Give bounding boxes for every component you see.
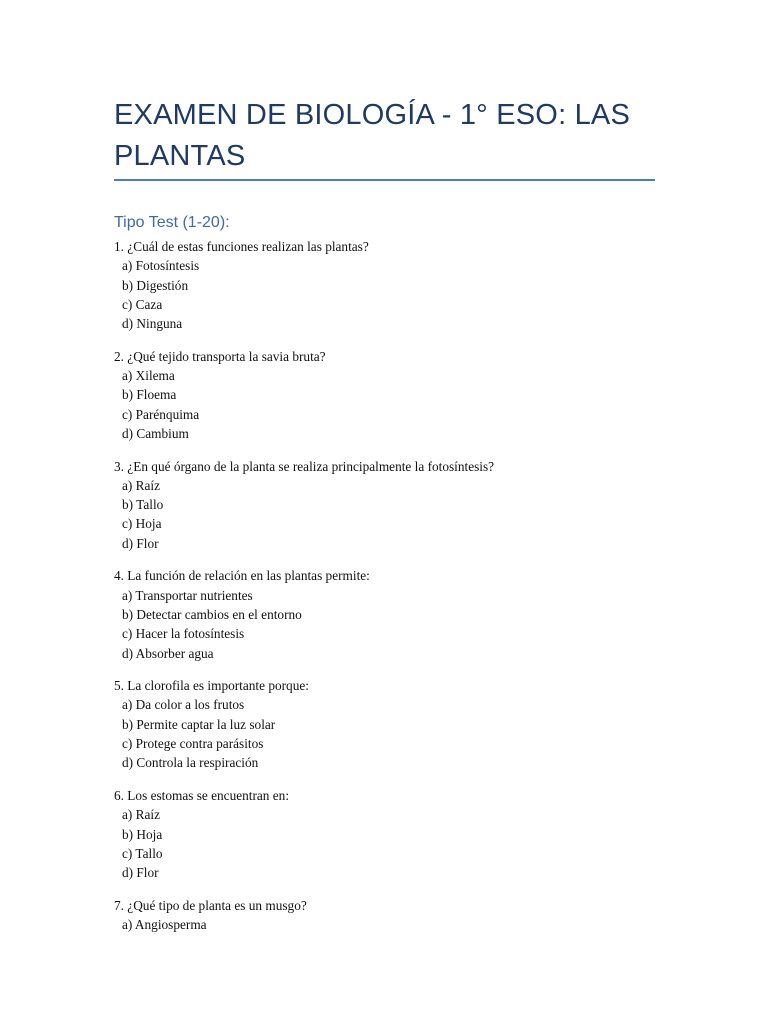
answer-option-a: a) Da color a los frutos [122,697,245,713]
question-text: 7. ¿Qué tipo de planta es un musgo? [114,897,307,913]
answer-option-c: c) Caza [122,296,163,312]
answer-option-c: c) Tallo [122,845,163,861]
answer-option-a: a) Transportar nutrientes [122,587,253,603]
answer-option-c: c) Hacer la fotosíntesis [122,626,245,642]
answer-option-c: c) Parénquima [122,406,200,422]
answer-option-d: d) Flor [122,865,159,881]
question-text: 4. La función de relación en las plantas permite: [114,568,370,584]
title-underline [114,179,655,181]
question-text: 2. ¿Qué tejido transporta la savia bruta? [114,348,326,364]
answer-option-c: c) Hoja [122,516,162,532]
question-7 [114,896,655,935]
question-2 [114,347,655,443]
question-3 [114,457,655,553]
answer-option-a: a) Fotosíntesis [122,258,200,274]
answer-option-d: d) Flor [122,535,159,551]
question-text: 3. ¿En qué órgano de la planta se realiza principalmente la fotosíntesis? [114,458,495,474]
question-list [114,237,655,948]
answer-option-b: b) Digestión [122,277,189,293]
answer-option-a: a) Angiosperma [122,916,207,932]
answer-option-d: d) Controla la respiración [122,755,259,771]
question-1 [114,237,655,333]
question-6 [114,786,655,882]
answer-option-a: a) Xilema [122,368,175,384]
question-4 [114,566,655,662]
answer-option-b: b) Hoja [122,826,163,842]
question-text: 6. Los estomas se encuentran en: [114,787,290,803]
answer-option-b: b) Permite captar la luz solar [122,716,276,732]
question-5 [114,676,655,772]
answer-option-a: a) Raíz [122,807,161,823]
answer-option-d: d) Cambium [122,425,189,441]
section-heading: Tipo Test (1-20): [114,214,230,231]
page-title: EXAMEN DE BIOLOGÍA - 1° ESO: LAS PLANTAS [114,99,630,172]
question-text: 1. ¿Cuál de estas funciones realizan las plantas? [114,239,369,254]
answer-option-b: b) Detectar cambios en el entorno [122,606,302,622]
answer-option-a: a) Raíz [122,477,161,493]
answer-option-d: d) Absorber agua [122,645,214,661]
answer-option-d: d) Ninguna [122,316,183,332]
answer-option-c: c) Protege contra parásitos [122,736,264,752]
answer-option-b: b) Tallo [122,497,164,513]
question-text: 5. La clorofila es importante porque: [114,678,309,694]
answer-option-b: b) Floema [122,387,177,403]
